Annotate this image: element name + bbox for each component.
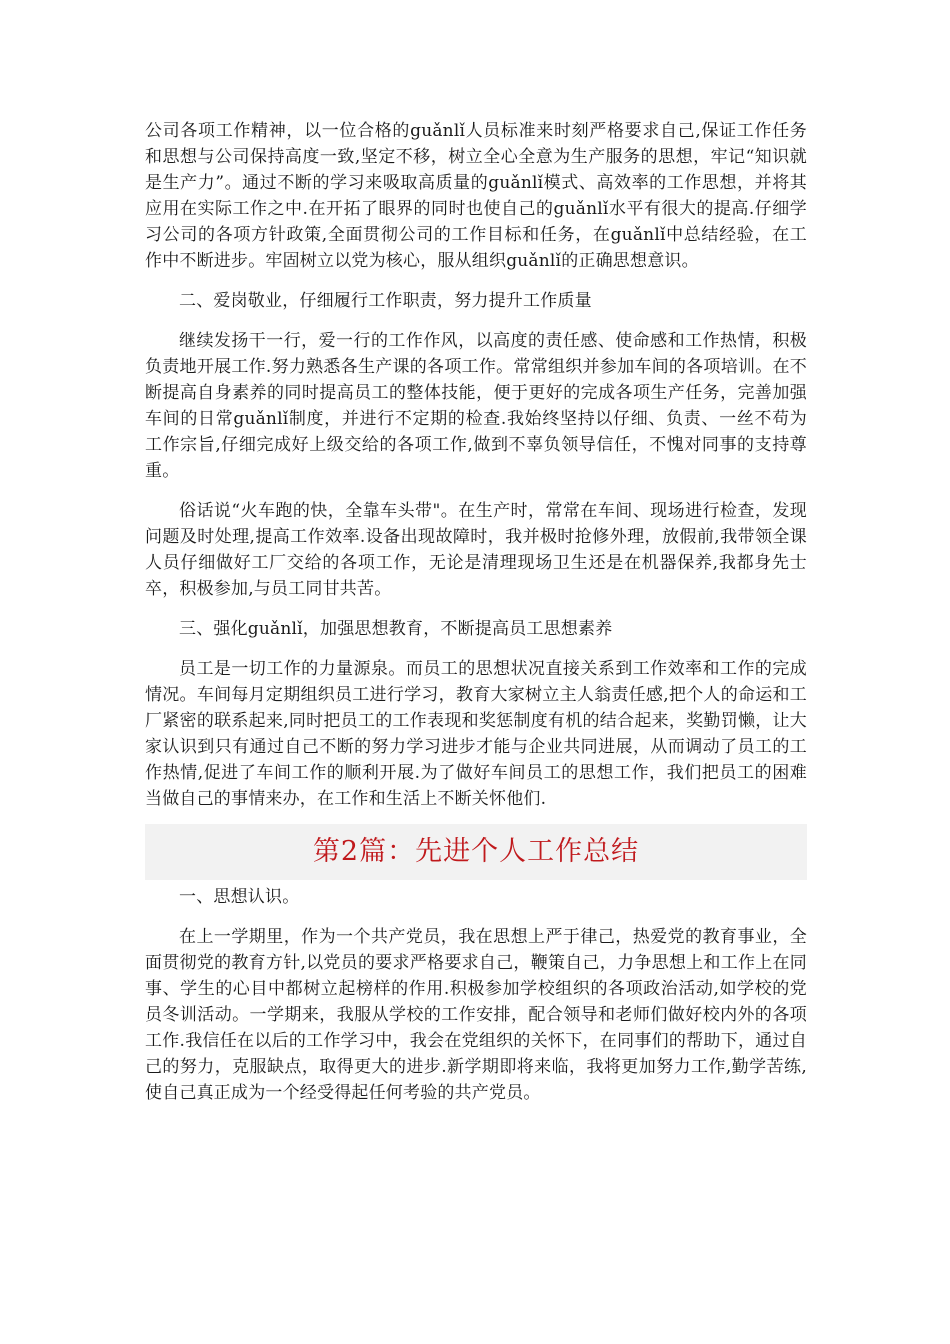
heading-2: 二、爱岗敬业，仔细履行工作职责，努力提升工作质量	[179, 291, 592, 311]
section-banner	[145, 824, 807, 880]
document-body	[145, 118, 807, 1106]
heading-3: 三、强化guǎnlǐ，加强思想教育，不断提高员工思想素养	[179, 619, 613, 639]
paragraph-5: 在上一学期里，作为一个共产党员，我在思想上严于律己，热爱党的教育事业，全面贯彻党的教育方针,以党员的要求严格要求自己，鞭策自己，力争思想上和工作上在同事、学生的心目中都树立起榜样的作用.积极参加学校组织的各项政治活动,如学校的党员冬训活动。一学期来，我服从学校的工作安排，配合领导和老师们做好校内外的各项工作.我信任在以后的工作学习中，我会在党组织的关怀下，在同事们的帮助下，通过自己的努力，克服缺点，取得更大的进步.新学期即将来临，我将更加努力工作,勤学苦练,使自己真正成为一个经受得起任何考验的共产党员。	[145, 927, 807, 1103]
paragraph-4: 员工是一切工作的力量源泉。而员工的思想状况直接关系到工作效率和工作的完成情况。车间每月定期组织员工进行学习，教育大家树立主人翁责任感,把个人的命运和工厂紧密的联系起来,同时把员工的工作表现和奖惩制度有机的结合起来，奖勤罚懒，让大家认识到只有通过自己不断的努力学习进步才能与企业共同进展，从而调动了员工的工作热情,促进了车间工作的顺利开展.为了做好车间员工的思想工作，我们把员工的困难当做自己的事情来办，在工作和生活上不断关怀他们.	[145, 659, 807, 809]
paragraph-3: 俗话说“火车跑的快，全靠车头带"。在生产时，常常在车间、现场进行检查，发现问题及时处理,提高工作效率.设备出现故障时，我并极时抢修外理，放假前,我带领全课人员仔细做好工厂交给的各项工作，无论是清理现场卫生还是在机器保养,我都身先士卒，积极参加,与员工同甘共苦。	[145, 501, 807, 599]
heading-4: 一、思想认识。	[179, 887, 300, 907]
paragraph-1: 公司各项工作精神，以一位合格的guǎnlǐ人员标准来时刻严格要求自己,保证工作任务和思想与公司保持高度一致,坚定不移，树立全心全意为生产服务的思想，牢记“知识就是生产力”。通过不断的学习来吸取高质量的guǎnlǐ模式、高效率的工作思想，并将其应用在实际工作之中.在开拓了眼界的同时也使自己的guǎnlǐ水平有很大的提高.仔细学习公司的各项方针政策,全面贯彻公司的工作目标和任务，在guǎnlǐ中总结经验，在工作中不断进步。牢固树立以党为核心，服从组织guǎnlǐ的正确思想意识。	[145, 121, 807, 271]
paragraph-2: 继续发扬干一行，爱一行的工作作风，以高度的责任感、使命感和工作热情，积极负责地开展工作.努力熟悉各生产课的各项工作。常常组织并参加车间的各项培训。在不断提高自身素养的同时提高员工的整体技能，便于更好的完成各项生产任务，完善加强车间的日常guǎnlǐ制度，并进行不定期的检查.我始终坚持以仔细、负责、一丝不苟为工作宗旨,仔细完成好上级交给的各项工作,做到不辜负领导信任，不愧对同事的支持尊重。	[145, 331, 807, 481]
section-title: 第2篇：先进个人工作总结	[312, 836, 640, 867]
